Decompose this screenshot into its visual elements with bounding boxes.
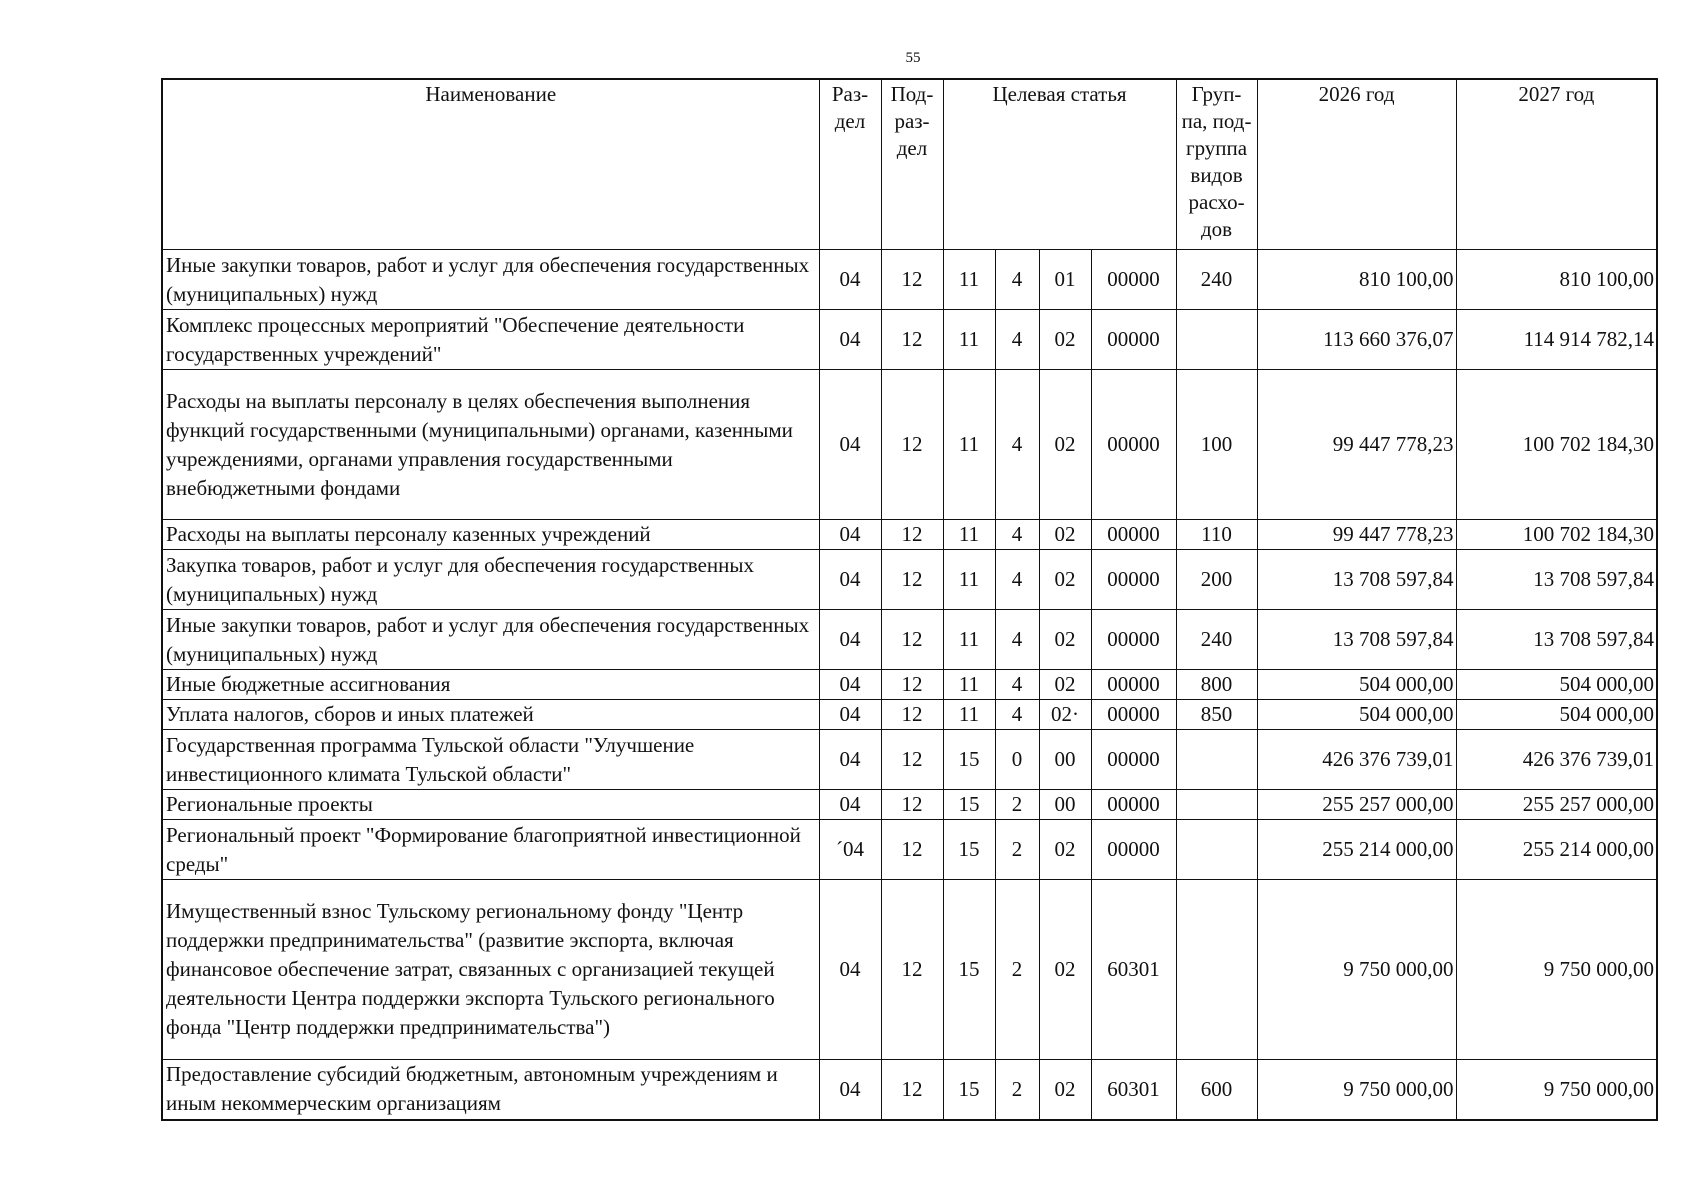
- target-subprogram-cell: 02: [1039, 310, 1091, 370]
- row-name: Региональные проекты: [162, 790, 819, 820]
- target-program-cell: 15: [943, 1060, 995, 1120]
- razdel-cell: 04: [819, 520, 881, 550]
- expense-group-cell: [1176, 790, 1257, 820]
- amount-2027-cell: 114 914 782,14: [1456, 310, 1657, 370]
- amount-2027-cell: 504 000,00: [1456, 670, 1657, 700]
- razdel-cell: 04: [819, 880, 881, 1060]
- target-subprogram-cell: 02: [1039, 880, 1091, 1060]
- expense-group-cell: 850: [1176, 700, 1257, 730]
- amount-2026-cell: 504 000,00: [1257, 670, 1456, 700]
- razdel-cell: 04: [819, 700, 881, 730]
- table-row: [162, 670, 1657, 700]
- target-type-cell: 2: [995, 790, 1039, 820]
- target-program-cell: 11: [943, 700, 995, 730]
- podrazdel-cell: 12: [881, 550, 943, 610]
- target-type-cell: 0: [995, 730, 1039, 790]
- header-podrazdel-text: Под- раз- дел: [890, 82, 934, 160]
- amount-2026-cell: 9 750 000,00: [1257, 1060, 1456, 1120]
- amount-2026-cell: 99 447 778,23: [1257, 520, 1456, 550]
- amount-2027-cell: 255 257 000,00: [1456, 790, 1657, 820]
- amount-2026-cell: 113 660 376,07: [1257, 310, 1456, 370]
- target-type-cell: 4: [995, 550, 1039, 610]
- expense-group-cell: 200: [1176, 550, 1257, 610]
- row-name: Государственная программа Тульской области "Улучшение инвестиционного климата Тульской области": [162, 730, 819, 790]
- target-subprogram-cell: 02: [1039, 610, 1091, 670]
- podrazdel-cell: 12: [881, 880, 943, 1060]
- target-type-cell: 4: [995, 250, 1039, 310]
- razdel-cell: 04: [819, 370, 881, 520]
- table-body: [162, 250, 1657, 1120]
- amount-2026-cell: 9 750 000,00: [1257, 880, 1456, 1060]
- amount-2026-cell: 810 100,00: [1257, 250, 1456, 310]
- target-direction-cell: 60301: [1091, 1060, 1176, 1120]
- target-subprogram-cell: 02: [1039, 520, 1091, 550]
- header-expense-group: [1176, 79, 1257, 250]
- amount-2026-cell: 13 708 597,84: [1257, 610, 1456, 670]
- expense-group-cell: [1176, 730, 1257, 790]
- amount-2027-cell: 426 376 739,01: [1456, 730, 1657, 790]
- header-year-2027: 2027 год: [1456, 79, 1657, 250]
- target-type-cell: 4: [995, 520, 1039, 550]
- amount-2027-cell: 9 750 000,00: [1456, 880, 1657, 1060]
- amount-2027-cell: 13 708 597,84: [1456, 610, 1657, 670]
- podrazdel-cell: 12: [881, 520, 943, 550]
- table-row: [162, 370, 1657, 520]
- header-name: Наименование: [162, 79, 819, 250]
- row-name: Предоставление субсидий бюджетным, автономным учреждениям и иным некоммерческим организациям: [162, 1060, 819, 1120]
- podrazdel-cell: 12: [881, 700, 943, 730]
- amount-2026-cell: 255 257 000,00: [1257, 790, 1456, 820]
- podrazdel-cell: 12: [881, 310, 943, 370]
- podrazdel-cell: 12: [881, 250, 943, 310]
- header-year-2026: 2026 год: [1257, 79, 1456, 250]
- podrazdel-cell: 12: [881, 610, 943, 670]
- target-direction-cell: 00000: [1091, 370, 1176, 520]
- razdel-cell: 04: [819, 790, 881, 820]
- header-podrazdel: [881, 79, 943, 250]
- budget-table: [161, 78, 1658, 1121]
- target-program-cell: 11: [943, 310, 995, 370]
- amount-2026-cell: 13 708 597,84: [1257, 550, 1456, 610]
- target-program-cell: 11: [943, 520, 995, 550]
- target-direction-cell: 00000: [1091, 550, 1176, 610]
- target-program-cell: 15: [943, 820, 995, 880]
- target-type-cell: 4: [995, 700, 1039, 730]
- razdel-cell: 04: [819, 1060, 881, 1120]
- podrazdel-cell: 12: [881, 730, 943, 790]
- target-program-cell: 11: [943, 550, 995, 610]
- target-subprogram-cell: 02: [1039, 820, 1091, 880]
- expense-group-cell: 100: [1176, 370, 1257, 520]
- header-target-article: Целевая статья: [943, 79, 1176, 250]
- amount-2027-cell: 13 708 597,84: [1456, 550, 1657, 610]
- row-name: Региональный проект "Формирование благоприятной инвестиционной среды": [162, 820, 819, 880]
- target-subprogram-cell: 02: [1039, 670, 1091, 700]
- row-name: Закупка товаров, работ и услуг для обеспечения государственных (муниципальных) нужд: [162, 550, 819, 610]
- podrazdel-cell: 12: [881, 1060, 943, 1120]
- amount-2026-cell: 255 214 000,00: [1257, 820, 1456, 880]
- table-row: [162, 730, 1657, 790]
- expense-group-cell: 800: [1176, 670, 1257, 700]
- target-type-cell: 4: [995, 310, 1039, 370]
- target-type-cell: 2: [995, 880, 1039, 1060]
- target-program-cell: 15: [943, 790, 995, 820]
- target-direction-cell: 00000: [1091, 820, 1176, 880]
- header-razdel-text: Раз- дел: [831, 82, 869, 133]
- target-program-cell: 11: [943, 250, 995, 310]
- target-direction-cell: 00000: [1091, 730, 1176, 790]
- table-row: [162, 250, 1657, 310]
- target-subprogram-cell: 02: [1039, 550, 1091, 610]
- page-number: 55: [905, 50, 921, 66]
- row-name: Иные закупки товаров, работ и услуг для обеспечения государственных (муниципальных) нужд: [162, 250, 819, 310]
- target-direction-cell: 00000: [1091, 610, 1176, 670]
- expense-group-cell: [1176, 820, 1257, 880]
- target-program-cell: 11: [943, 670, 995, 700]
- razdel-cell: 04: [819, 310, 881, 370]
- target-program-cell: 11: [943, 610, 995, 670]
- podrazdel-cell: 12: [881, 670, 943, 700]
- row-name: Расходы на выплаты персоналу в целях обеспечения выполнения функций государственными (муниципальными) органами, казенными учреждениями, органами управления государственными внебюджетными фондами: [162, 370, 819, 520]
- razdel-cell: ´04: [819, 820, 881, 880]
- amount-2027-cell: 504 000,00: [1456, 700, 1657, 730]
- expense-group-cell: 600: [1176, 1060, 1257, 1120]
- amount-2026-cell: 99 447 778,23: [1257, 370, 1456, 520]
- target-subprogram-cell: 00: [1039, 730, 1091, 790]
- header-row: [162, 79, 1657, 250]
- amount-2027-cell: 100 702 184,30: [1456, 370, 1657, 520]
- header-expense-group-text: Груп- па, под- группа видов расхо- дов: [1181, 82, 1252, 241]
- target-subprogram-cell: 01: [1039, 250, 1091, 310]
- podrazdel-cell: 12: [881, 820, 943, 880]
- target-direction-cell: 00000: [1091, 520, 1176, 550]
- amount-2027-cell: 9 750 000,00: [1456, 1060, 1657, 1120]
- amount-2027-cell: 100 702 184,30: [1456, 520, 1657, 550]
- razdel-cell: 04: [819, 550, 881, 610]
- target-subprogram-cell: 00: [1039, 790, 1091, 820]
- table-row: [162, 1060, 1657, 1120]
- table-row: [162, 520, 1657, 550]
- target-direction-cell: 00000: [1091, 310, 1176, 370]
- expense-group-cell: [1176, 310, 1257, 370]
- target-direction-cell: 00000: [1091, 670, 1176, 700]
- target-subprogram-cell: 02: [1039, 370, 1091, 520]
- table-row: [162, 790, 1657, 820]
- row-name: Расходы на выплаты персоналу казенных учреждений: [162, 520, 819, 550]
- row-name: Уплата налогов, сборов и иных платежей: [162, 700, 819, 730]
- table-row: [162, 310, 1657, 370]
- target-direction-cell: 00000: [1091, 790, 1176, 820]
- expense-group-cell: 240: [1176, 610, 1257, 670]
- header-razdel: [819, 79, 881, 250]
- podrazdel-cell: 12: [881, 370, 943, 520]
- razdel-cell: 04: [819, 730, 881, 790]
- row-name: Иные бюджетные ассигнования: [162, 670, 819, 700]
- target-program-cell: 15: [943, 880, 995, 1060]
- amount-2026-cell: 426 376 739,01: [1257, 730, 1456, 790]
- razdel-cell: 04: [819, 670, 881, 700]
- podrazdel-cell: 12: [881, 790, 943, 820]
- table-row: [162, 610, 1657, 670]
- target-program-cell: 15: [943, 730, 995, 790]
- table-row: [162, 550, 1657, 610]
- amount-2026-cell: 504 000,00: [1257, 700, 1456, 730]
- row-name: Иные закупки товаров, работ и услуг для обеспечения государственных (муниципальных) нужд: [162, 610, 819, 670]
- target-type-cell: 4: [995, 670, 1039, 700]
- amount-2027-cell: 810 100,00: [1456, 250, 1657, 310]
- row-name: Комплекс процессных мероприятий "Обеспечение деятельности государственных учреждений": [162, 310, 819, 370]
- amount-2027-cell: 255 214 000,00: [1456, 820, 1657, 880]
- target-type-cell: 4: [995, 370, 1039, 520]
- table-row: [162, 820, 1657, 880]
- target-type-cell: 2: [995, 820, 1039, 880]
- target-direction-cell: 00000: [1091, 700, 1176, 730]
- target-subprogram-cell: 02: [1039, 1060, 1091, 1120]
- target-program-cell: 11: [943, 370, 995, 520]
- razdel-cell: 04: [819, 250, 881, 310]
- target-direction-cell: 60301: [1091, 880, 1176, 1060]
- table-row: [162, 700, 1657, 730]
- razdel-cell: 04: [819, 610, 881, 670]
- expense-group-cell: 110: [1176, 520, 1257, 550]
- table-row: [162, 880, 1657, 1060]
- target-direction-cell: 00000: [1091, 250, 1176, 310]
- expense-group-cell: [1176, 880, 1257, 1060]
- target-type-cell: 2: [995, 1060, 1039, 1120]
- expense-group-cell: 240: [1176, 250, 1257, 310]
- target-type-cell: 4: [995, 610, 1039, 670]
- target-subprogram-cell: 02·: [1039, 700, 1091, 730]
- row-name: Имущественный взнос Тульскому региональному фонду "Центр поддержки предпринимательства" (развитие экспорта, включая финансовое обеспечение затрат, связанных с организацией текущей деятельности Центра поддержки экспорта Тульского регионального фонда "Центр поддержки предпринимательства"): [162, 880, 819, 1060]
